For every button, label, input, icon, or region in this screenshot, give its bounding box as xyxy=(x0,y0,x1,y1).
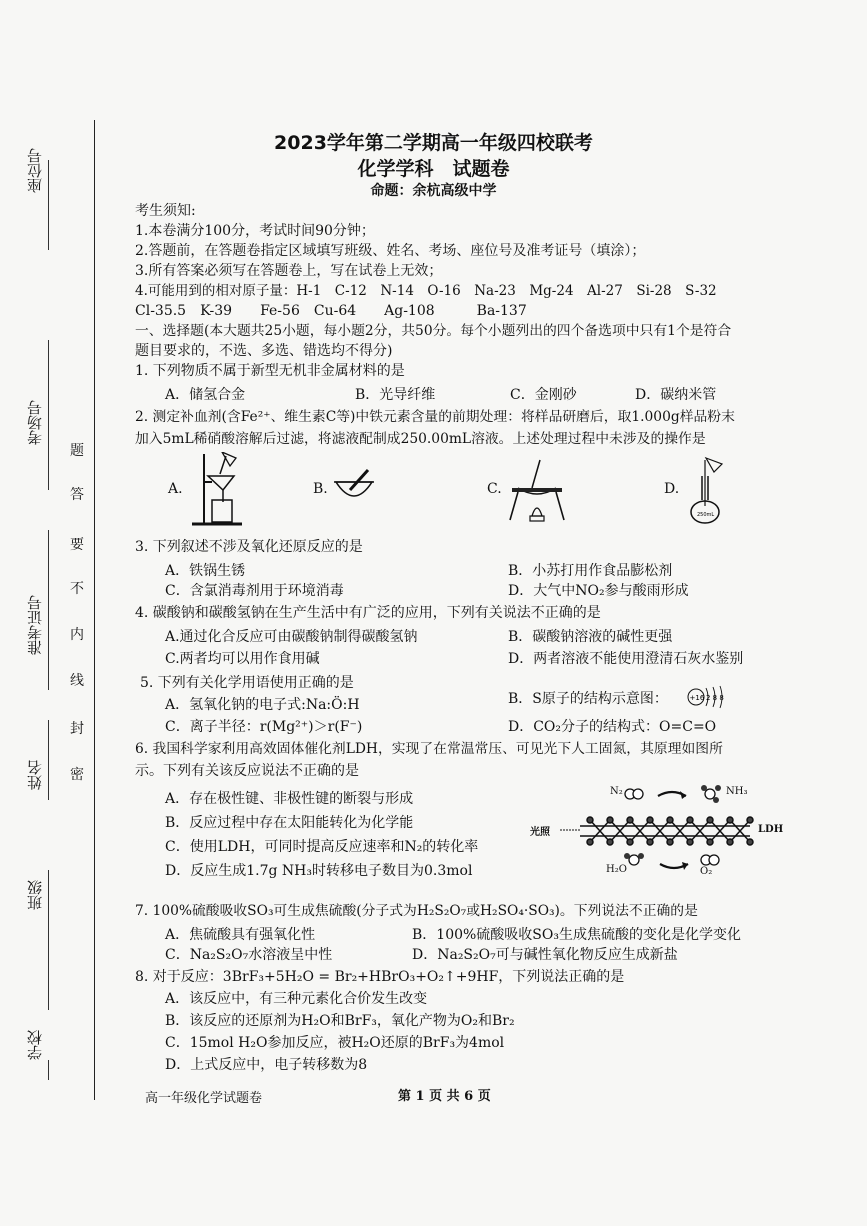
question-3-option-c: C．含氯消毒剂用于环境消毒 xyxy=(165,583,344,599)
question-6-option-b: B．反应过程中存在太阳能转化为化学能 xyxy=(165,815,414,831)
notice-line: 1.本卷满分100分，考试时间90分钟； xyxy=(135,223,375,239)
exam-title: 2023学年第二学期高一年级四校联考 xyxy=(274,132,593,154)
svg-text:250mL: 250mL xyxy=(697,512,715,518)
field-room-line xyxy=(48,340,49,490)
question-2-option-a: A. xyxy=(168,481,183,497)
evaporation-apparatus-icon xyxy=(506,458,568,524)
notice-line: 3.所有答案必须写在答题卷上，写在试卷上无效； xyxy=(135,263,443,279)
field-seat: 座位号 xyxy=(26,148,44,193)
question-1-option-a: A．储氢合金 xyxy=(165,387,246,403)
question-7-option-b: B．100%硫酸吸收SO₃生成焦硫酸的变化是化学变化 xyxy=(412,927,741,943)
question-6-option-d: D．反应生成1.7g NH₃时转移电子数目为0.3mol xyxy=(165,863,473,879)
question-5-option-d: D．CO₂分子的结构式：O=C=O xyxy=(508,719,717,735)
ldh-label-nh3: NH₃ xyxy=(726,786,748,797)
question-6-option-a: A．存在极性键、非极性键的断裂与形成 xyxy=(165,791,414,807)
exam-subtitle: 化学学科 试题卷 xyxy=(357,158,510,180)
notice-line: 4.可能用到的相对原子量：H-1 C-12 N-14 O-16 Na-23 Mg-24 Al-27 Si-28 S-32 xyxy=(135,283,717,299)
question-6-option-c: C．使用LDH，可同时提高反应速率和N₂的转化率 xyxy=(165,839,479,855)
question-8-option-d: D．上式反应中，电子转移数为8 xyxy=(165,1057,368,1073)
seal-char: 要 xyxy=(70,537,84,553)
section-heading: 一、选择题(本大题共25小题，每小题2分，共50分。每个小题列出的四个备选项中只有1个是符合 xyxy=(135,323,732,339)
ldh-label-n2: N₂ xyxy=(610,786,623,797)
svg-text:2 8 8: 2 8 8 xyxy=(706,694,724,702)
field-exam-number-line xyxy=(48,530,49,690)
question-2-option-d: D. xyxy=(664,481,680,497)
question-4-option-c: C.两者均可以用作食用碱 xyxy=(165,651,320,667)
field-school: 学校 xyxy=(26,1030,44,1060)
question-3-option-a: A．铁锅生锈 xyxy=(165,563,246,579)
question-5-option-b: B．S原子的结构示意图： xyxy=(508,691,668,707)
question-3-option-b: B．小苏打用作食品膨松剂 xyxy=(508,563,673,579)
question-4-stem: 4. 碳酸钠和碳酸氢钠在生产生活中有广泛的应用，下列有关说法不正确的是 xyxy=(135,605,601,621)
question-1-option-b: B．光导纤维 xyxy=(355,387,436,403)
svg-text:+16: +16 xyxy=(689,694,705,702)
field-class: 班级 xyxy=(26,880,44,910)
ldh-label-light: 光照 xyxy=(530,827,550,838)
field-name-line xyxy=(48,720,49,800)
seal-char: 题 xyxy=(70,443,84,459)
question-4-option-b: B．碳酸钠溶液的碱性更强 xyxy=(508,629,673,645)
question-2-stem: 加入5mL稀硝酸溶解后过滤，将滤液配制成250.00mL溶液。上述处理过程中未涉及的操作是 xyxy=(135,431,706,447)
question-2-option-c: C. xyxy=(487,481,502,497)
question-5-option-c: C．离子半径：r(Mg²⁺)＞r(F⁻) xyxy=(165,719,363,735)
question-4-option-a: A.通过化合反应可由碳酸钠制得碳酸氢钠 xyxy=(165,629,418,645)
footer-page-number: 第 1 页 共 6 页 xyxy=(398,1089,491,1104)
notice-line: 2.答题前，在答题卷指定区域填写班级、姓名、考场、座位号及准考证号（填涂）； xyxy=(135,243,646,259)
question-6-stem: 示。下列有关该反应说法不正确的是 xyxy=(135,763,359,779)
seal-char: 答 xyxy=(70,487,84,503)
seal-char: 内 xyxy=(70,627,84,643)
section-heading: 题目要求的，不选、多选、错选均不得分) xyxy=(135,343,393,359)
mortar-pestle-icon xyxy=(332,468,376,504)
question-7-option-d: D．Na₂S₂O₇可与碱性氧化物反应生成新盐 xyxy=(412,947,678,963)
question-3-option-d: D．大气中NO₂参与酸雨形成 xyxy=(508,583,689,599)
question-1-option-c: C．金刚砂 xyxy=(510,387,577,403)
question-2-stem: 2. 测定补血剂(含Fe²⁺、维生素C等)中铁元素含量的前期处理：将样品研磨后，取1.000g样品粉末 xyxy=(135,409,735,425)
field-school-line xyxy=(48,1060,49,1080)
seal-char: 密 xyxy=(70,767,84,783)
field-room: 考场号 xyxy=(26,400,44,445)
question-8-option-b: B．该反应的还原剂为H₂O和BrF₃，氧化产物为O₂和Br₂ xyxy=(165,1013,515,1029)
question-5-option-a: A．氢氧化钠的电子式:Na:Ö:H xyxy=(165,697,360,713)
seal-char: 不 xyxy=(70,581,84,597)
filtration-apparatus-icon xyxy=(190,452,250,528)
notice-line: Cl-35.5 K-39 Fe-56 Cu-64 Ag-108 Ba-137 xyxy=(135,303,527,319)
ldh-label-ldh: LDH xyxy=(758,824,784,835)
question-1-option-d: D．碳纳米管 xyxy=(635,387,717,403)
seal-char: 线 xyxy=(70,673,84,689)
field-class-line xyxy=(48,870,49,1010)
question-7-stem: 7. 100%硫酸吸收SO₃可生成焦硫酸(分子式为H₂S₂O₇或H₂SO₄·SO₃)。下列说法不正确的是 xyxy=(135,903,698,919)
question-6-stem: 6. 我国科学家利用高效固体催化剂LDH，实现了在常温常压、可见光下人工固氮，其原理如图所 xyxy=(135,741,723,757)
question-1-stem: 1. 下列物质不属于新型无机非金属材料的是 xyxy=(135,363,405,379)
question-8-stem: 8. 对于反应：3BrF₃+5H₂O = Br₂+HBrO₃+O₂↑+9HF，下列说法正确的是 xyxy=(135,969,625,985)
footer-title: 高一年级化学试题卷 xyxy=(145,1091,263,1106)
question-3-stem: 3. 下列叙述不涉及氧化还原反应的是 xyxy=(135,539,363,555)
question-8-option-c: C．15mol H₂O参加反应，被H₂O还原的BrF₃为4mol xyxy=(165,1035,505,1051)
binding-line xyxy=(94,120,95,1100)
seal-char: 封 xyxy=(70,721,84,737)
question-4-option-d: D．两者溶液不能使用澄清石灰水鉴别 xyxy=(508,651,744,667)
question-2-option-b: B. xyxy=(313,481,328,497)
question-5-stem: 5. 下列有关化学用语使用正确的是 xyxy=(140,675,354,691)
ldh-diagram xyxy=(530,780,800,880)
exam-author: 命题：余杭高级中学 xyxy=(370,183,497,199)
ldh-label-o2: O₂ xyxy=(700,866,713,877)
volumetric-flask-icon xyxy=(682,456,728,526)
field-exam-number: 准考证号 xyxy=(26,595,44,655)
question-7-option-c: C．Na₂S₂O₇水溶液呈中性 xyxy=(165,947,333,963)
notice-heading: 考生须知: xyxy=(135,203,196,219)
question-8-option-a: A．该反应中，有三种元素化合价发生改变 xyxy=(165,991,428,1007)
sulfur-atom-diagram-icon xyxy=(686,684,730,710)
ldh-label-h2o: H₂O xyxy=(606,864,627,875)
field-name: 姓名 xyxy=(26,760,44,790)
question-7-option-a: A．焦硫酸具有强氧化性 xyxy=(165,927,316,943)
